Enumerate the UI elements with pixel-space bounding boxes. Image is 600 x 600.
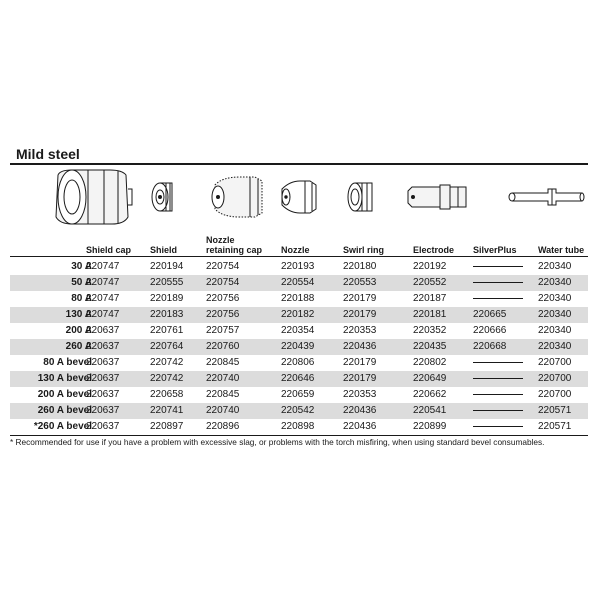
row-label: 260 A bevel bbox=[37, 405, 92, 416]
water-tube-part-number: 220700 bbox=[538, 373, 572, 384]
title-divider bbox=[10, 163, 588, 165]
swirl-ring-part-number: 220353 bbox=[343, 325, 377, 336]
electrode-part-number: 220181 bbox=[413, 309, 447, 320]
row-label: 200 A bbox=[65, 325, 92, 336]
water-tube-part-number: 220340 bbox=[538, 309, 572, 320]
electrode-icon bbox=[408, 185, 466, 209]
nozzle-part-number: 220188 bbox=[281, 293, 315, 304]
nozzle-retaining-cap-part-number: 220845 bbox=[206, 389, 240, 400]
water-tube-icon bbox=[509, 189, 584, 205]
swirl-ring-part-number: 220179 bbox=[343, 357, 377, 368]
table-row bbox=[10, 275, 588, 291]
shield-cap-part-number: 220637 bbox=[86, 341, 120, 352]
row-label: *260 A bevel bbox=[33, 421, 92, 432]
water-tube-part-number: 220340 bbox=[538, 277, 572, 288]
not-applicable-dash bbox=[473, 373, 523, 385]
nozzle-retaining-cap-part-number: 220754 bbox=[206, 261, 240, 272]
nozzle-part-number: 220193 bbox=[281, 261, 315, 272]
nozzle-part-number: 220898 bbox=[281, 421, 315, 432]
nozzle-retaining-cap-part-number: 220756 bbox=[206, 293, 240, 304]
electrode-part-number: 220352 bbox=[413, 325, 447, 336]
nozzle-retaining-cap-part-number: 220756 bbox=[206, 309, 240, 320]
nozzle-retaining-cap-part-number: 220754 bbox=[206, 277, 240, 288]
parts-table bbox=[10, 259, 588, 435]
electrode-part-number: 220435 bbox=[413, 341, 447, 352]
swirl-ring-part-number: 220436 bbox=[343, 421, 377, 432]
header-silverplus: SilverPlus bbox=[473, 245, 517, 255]
shield-cap-part-number: 220637 bbox=[86, 373, 120, 384]
nozzle-retaining-cap-icon bbox=[212, 177, 262, 217]
shield-part-number: 220741 bbox=[150, 405, 184, 416]
nozzle-retaining-cap-part-number: 220845 bbox=[206, 357, 240, 368]
header-nozzle-cap-line2: retaining cap bbox=[206, 245, 263, 255]
not-applicable-dash bbox=[473, 389, 523, 401]
shield-part-number: 220189 bbox=[150, 293, 184, 304]
row-label: 130 A bbox=[65, 309, 92, 320]
table-row bbox=[10, 291, 588, 307]
nozzle-part-number: 220439 bbox=[281, 341, 315, 352]
table-row bbox=[10, 259, 588, 275]
nozzle-retaining-cap-part-number: 220740 bbox=[206, 373, 240, 384]
row-label: 30 A bbox=[71, 261, 92, 272]
electrode-part-number: 220187 bbox=[413, 293, 447, 304]
shield-icon bbox=[152, 183, 172, 211]
electrode-part-number: 220649 bbox=[413, 373, 447, 384]
table-row bbox=[10, 419, 588, 435]
not-applicable-dash bbox=[473, 405, 523, 417]
shield-cap-part-number: 220747 bbox=[86, 309, 120, 320]
shield-part-number: 220555 bbox=[150, 277, 184, 288]
water-tube-part-number: 220700 bbox=[538, 357, 572, 368]
header-nozzle: Nozzle bbox=[281, 245, 310, 255]
shield-part-number: 220658 bbox=[150, 389, 184, 400]
row-label: 130 A bevel bbox=[37, 373, 92, 384]
table-row bbox=[10, 307, 588, 323]
not-applicable-dash bbox=[473, 277, 523, 289]
shield-part-number: 220183 bbox=[150, 309, 184, 320]
row-label: 80 A bevel bbox=[43, 357, 92, 368]
table-row bbox=[10, 387, 588, 403]
water-tube-part-number: 220340 bbox=[538, 325, 572, 336]
shield-cap-part-number: 220637 bbox=[86, 421, 120, 432]
silverplus-part-number: 220665 bbox=[473, 309, 507, 320]
table-row bbox=[10, 339, 588, 355]
header-shield-cap: Shield cap bbox=[86, 245, 132, 255]
shield-cap-part-number: 220637 bbox=[86, 389, 120, 400]
shield-cap-part-number: 220637 bbox=[86, 405, 120, 416]
nozzle-part-number: 220542 bbox=[281, 405, 315, 416]
not-applicable-dash bbox=[473, 421, 523, 433]
nozzle-part-number: 220806 bbox=[281, 357, 315, 368]
row-label: 200 A bevel bbox=[37, 389, 92, 400]
header-shield: Shield bbox=[150, 245, 178, 255]
not-applicable-dash bbox=[473, 293, 523, 305]
shield-part-number: 220897 bbox=[150, 421, 184, 432]
header-electrode: Electrode bbox=[413, 245, 455, 255]
water-tube-part-number: 220571 bbox=[538, 405, 572, 416]
shield-part-number: 220194 bbox=[150, 261, 184, 272]
swirl-ring-part-number: 220180 bbox=[343, 261, 377, 272]
table-title: Mild steel bbox=[16, 146, 80, 162]
shield-part-number: 220761 bbox=[150, 325, 184, 336]
nozzle-part-number: 220354 bbox=[281, 325, 315, 336]
nozzle-part-number: 220554 bbox=[281, 277, 315, 288]
water-tube-part-number: 220340 bbox=[538, 293, 572, 304]
swirl-ring-part-number: 220179 bbox=[343, 293, 377, 304]
consumable-parts-illustration bbox=[0, 167, 600, 227]
water-tube-part-number: 220340 bbox=[538, 341, 572, 352]
nozzle-retaining-cap-part-number: 220896 bbox=[206, 421, 240, 432]
shield-part-number: 220742 bbox=[150, 373, 184, 384]
footnote: * Recommended for use if you have a problem with excessive slag, or problems with the torch misfiring, when using standard bevel consumables. bbox=[10, 437, 545, 447]
silverplus-part-number: 220668 bbox=[473, 341, 507, 352]
swirl-ring-icon bbox=[348, 183, 372, 211]
electrode-part-number: 220552 bbox=[413, 277, 447, 288]
nozzle-part-number: 220659 bbox=[281, 389, 315, 400]
swirl-ring-part-number: 220353 bbox=[343, 389, 377, 400]
electrode-part-number: 220899 bbox=[413, 421, 447, 432]
nozzle-icon bbox=[282, 181, 316, 213]
water-tube-part-number: 220571 bbox=[538, 421, 572, 432]
electrode-part-number: 220802 bbox=[413, 357, 447, 368]
table-row bbox=[10, 323, 588, 339]
shield-part-number: 220764 bbox=[150, 341, 184, 352]
header-water-tube: Water tube bbox=[538, 245, 585, 255]
nozzle-part-number: 220646 bbox=[281, 373, 315, 384]
swirl-ring-part-number: 220179 bbox=[343, 373, 377, 384]
nozzle-part-number: 220182 bbox=[281, 309, 315, 320]
row-label: 260 A bbox=[65, 341, 92, 352]
not-applicable-dash bbox=[473, 261, 523, 273]
nozzle-retaining-cap-part-number: 220740 bbox=[206, 405, 240, 416]
shield-part-number: 220742 bbox=[150, 357, 184, 368]
header-nozzle-cap-line1: Nozzle bbox=[206, 235, 235, 245]
swirl-ring-part-number: 220436 bbox=[343, 341, 377, 352]
water-tube-part-number: 220700 bbox=[538, 389, 572, 400]
table-row bbox=[10, 403, 588, 419]
swirl-ring-part-number: 220179 bbox=[343, 309, 377, 320]
table-bottom-divider bbox=[10, 435, 588, 436]
table-row bbox=[10, 371, 588, 387]
shield-cap-part-number: 220747 bbox=[86, 293, 120, 304]
not-applicable-dash bbox=[473, 357, 523, 369]
swirl-ring-part-number: 220436 bbox=[343, 405, 377, 416]
header-swirl-ring: Swirl ring bbox=[343, 245, 385, 255]
electrode-part-number: 220662 bbox=[413, 389, 447, 400]
nozzle-retaining-cap-part-number: 220757 bbox=[206, 325, 240, 336]
shield-cap-part-number: 220747 bbox=[86, 261, 120, 272]
shield-cap-part-number: 220747 bbox=[86, 277, 120, 288]
shield-cap-icon bbox=[56, 170, 132, 224]
electrode-part-number: 220192 bbox=[413, 261, 447, 272]
header-divider bbox=[10, 256, 588, 257]
shield-cap-part-number: 220637 bbox=[86, 325, 120, 336]
nozzle-retaining-cap-part-number: 220760 bbox=[206, 341, 240, 352]
water-tube-part-number: 220340 bbox=[538, 261, 572, 272]
electrode-part-number: 220541 bbox=[413, 405, 447, 416]
row-label: 50 A bbox=[71, 277, 92, 288]
swirl-ring-part-number: 220553 bbox=[343, 277, 377, 288]
table-row bbox=[10, 355, 588, 371]
shield-cap-part-number: 220637 bbox=[86, 357, 120, 368]
silverplus-part-number: 220666 bbox=[473, 325, 507, 336]
row-label: 80 A bbox=[71, 293, 92, 304]
